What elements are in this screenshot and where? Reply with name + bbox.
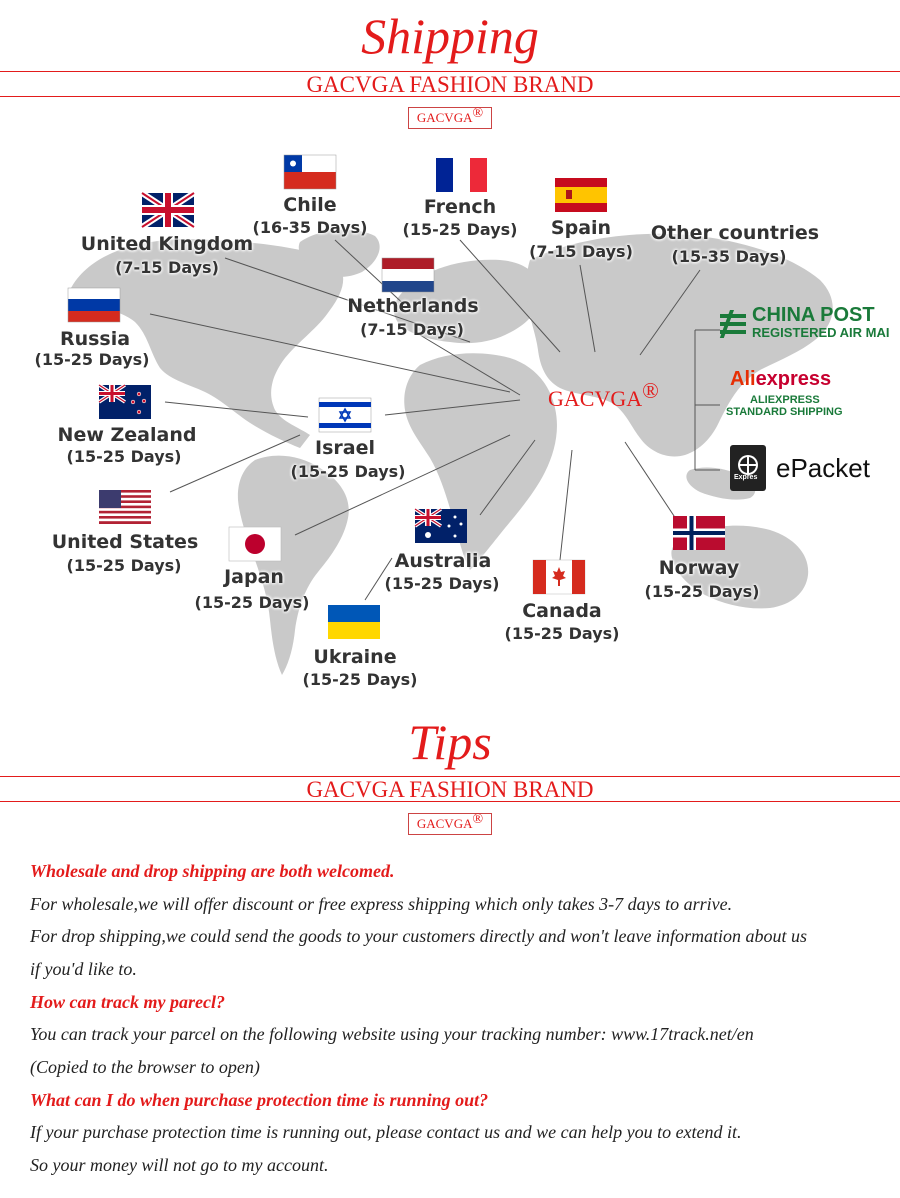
epacket-logo bbox=[730, 445, 766, 491]
country-norway-days: (15-25 Days) bbox=[644, 582, 760, 601]
country-other-name: Other countries bbox=[650, 222, 820, 244]
map-center-brand-text: GACVGA bbox=[548, 386, 643, 411]
flag-new-zealand bbox=[99, 385, 151, 419]
country-canada-days: (15-25 Days) bbox=[504, 624, 620, 643]
tips-line-10: So your money will not go to my account. bbox=[30, 1155, 329, 1175]
country-israel-name: Israel bbox=[315, 437, 375, 459]
china-post-title: CHINA POST bbox=[752, 304, 875, 326]
line-canada bbox=[560, 450, 572, 560]
registered-mark: ® bbox=[472, 106, 484, 121]
country-canada-name: Canada bbox=[522, 600, 602, 622]
shipping-brand-badge-text: GACVGA bbox=[416, 110, 473, 125]
tips-bottom-rule bbox=[0, 801, 900, 802]
aliexpress-line2: STANDARD SHIPPING bbox=[726, 406, 843, 418]
flag-ukraine bbox=[328, 605, 380, 639]
flag-japan bbox=[229, 527, 281, 561]
aliexpress-line1: ALIEXPRESS bbox=[750, 394, 820, 406]
flag-russia bbox=[68, 288, 120, 322]
country-netherlands-days: (7-15 Days) bbox=[360, 320, 464, 339]
country-norway-name: Norway bbox=[658, 557, 740, 579]
country-japan-days: (15-25 Days) bbox=[194, 593, 310, 612]
aliexpress-logo-rest: express bbox=[755, 368, 832, 390]
tips-line-6: You can track your parcel on the following website using your tracking number: www.17track.net/en bbox=[30, 1024, 754, 1044]
flag-israel bbox=[319, 398, 371, 432]
asia-landmass bbox=[527, 234, 833, 457]
shipping-brand-badge bbox=[408, 107, 492, 129]
country-newzealand-days: (15-25 Days) bbox=[66, 447, 182, 466]
tips-line-1: Wholesale and drop shipping are both welcomed. bbox=[30, 861, 395, 881]
epacket-badge-text: Expres bbox=[734, 474, 758, 481]
tips-brand-badge-text: GACVGA bbox=[416, 816, 473, 831]
tips-line-3: For drop shipping,we could send the goods to your customers directly and won't leave information about us bbox=[30, 926, 807, 946]
country-uk-name: United Kingdom bbox=[80, 233, 254, 255]
tips-brand-badge-wrap bbox=[0, 812, 900, 833]
tips-line-7: (Copied to the browser to open) bbox=[30, 1057, 260, 1077]
country-spain-days: (7-15 Days) bbox=[529, 242, 633, 261]
country-newzealand-name: New Zealand bbox=[57, 424, 197, 446]
tips-line-4: if you'd like to. bbox=[30, 959, 137, 979]
flag-chile bbox=[284, 155, 336, 189]
country-japan-name: Japan bbox=[224, 566, 284, 588]
country-russia-name: Russia bbox=[59, 328, 131, 350]
country-russia-days: (15-25 Days) bbox=[34, 350, 150, 369]
country-australia-days: (15-25 Days) bbox=[384, 574, 500, 593]
flag-netherlands bbox=[382, 258, 434, 292]
country-us-days: (15-25 Days) bbox=[66, 556, 182, 575]
world-shipping-map bbox=[0, 130, 900, 710]
country-other-days: (15-35 Days) bbox=[671, 247, 787, 266]
country-ukraine-name: Ukraine bbox=[313, 646, 397, 668]
country-israel-days: (15-25 Days) bbox=[290, 462, 406, 481]
china-post-subtitle: REGISTERED AIR MAI bbox=[752, 325, 890, 340]
country-ukraine-days: (15-25 Days) bbox=[302, 670, 418, 689]
country-spain-name: Spain bbox=[550, 217, 612, 239]
country-french-days: (15-25 Days) bbox=[402, 220, 518, 239]
epacket-title: ePacket bbox=[776, 453, 870, 483]
flag-uk bbox=[142, 193, 194, 227]
aliexpress-logo-red: Ali bbox=[730, 368, 756, 390]
country-chile-name: Chile bbox=[283, 194, 337, 216]
tips-line-9: If your purchase protection time is running out, please contact us and we can help you to extend it. bbox=[30, 1122, 742, 1142]
tips-title: Tips bbox=[408, 714, 492, 770]
country-french-name: French bbox=[423, 196, 497, 218]
tips-line-5: How can track my parecl? bbox=[30, 992, 225, 1012]
tips-line-2: For wholesale,we will offer discount or free express shipping which only takes 3-7 days to arrive. bbox=[30, 894, 733, 914]
map-registered-mark: ® bbox=[642, 378, 659, 403]
flag-united-states bbox=[99, 490, 151, 524]
tips-registered-mark: ® bbox=[472, 812, 484, 827]
china-post-logo bbox=[720, 310, 746, 338]
shipping-title: Shipping bbox=[361, 8, 539, 64]
tips-brand-badge bbox=[408, 813, 492, 835]
country-chile-days: (16-35 Days) bbox=[252, 218, 368, 237]
map-center-brand bbox=[548, 378, 659, 412]
tips-brand-line: GACVGA FASHION BRAND bbox=[306, 777, 594, 802]
country-netherlands-name: Netherlands bbox=[347, 295, 479, 317]
shipping-bottom-rule bbox=[0, 96, 900, 97]
aliexpress-logo bbox=[730, 368, 831, 391]
tips-line-8: What can I do when purchase protection time is running out? bbox=[30, 1090, 489, 1110]
flag-spain bbox=[555, 178, 607, 212]
flag-france bbox=[436, 158, 487, 192]
country-us-name: United States bbox=[51, 531, 199, 553]
flag-norway bbox=[673, 516, 725, 550]
country-uk-days: (7-15 Days) bbox=[115, 258, 219, 277]
flag-canada bbox=[533, 560, 585, 594]
shipping-brand-line: GACVGA FASHION BRAND bbox=[306, 72, 594, 97]
shipping-brand-badge-wrap bbox=[0, 106, 900, 127]
country-australia-name: Australia bbox=[394, 550, 492, 572]
flag-australia bbox=[415, 509, 467, 543]
